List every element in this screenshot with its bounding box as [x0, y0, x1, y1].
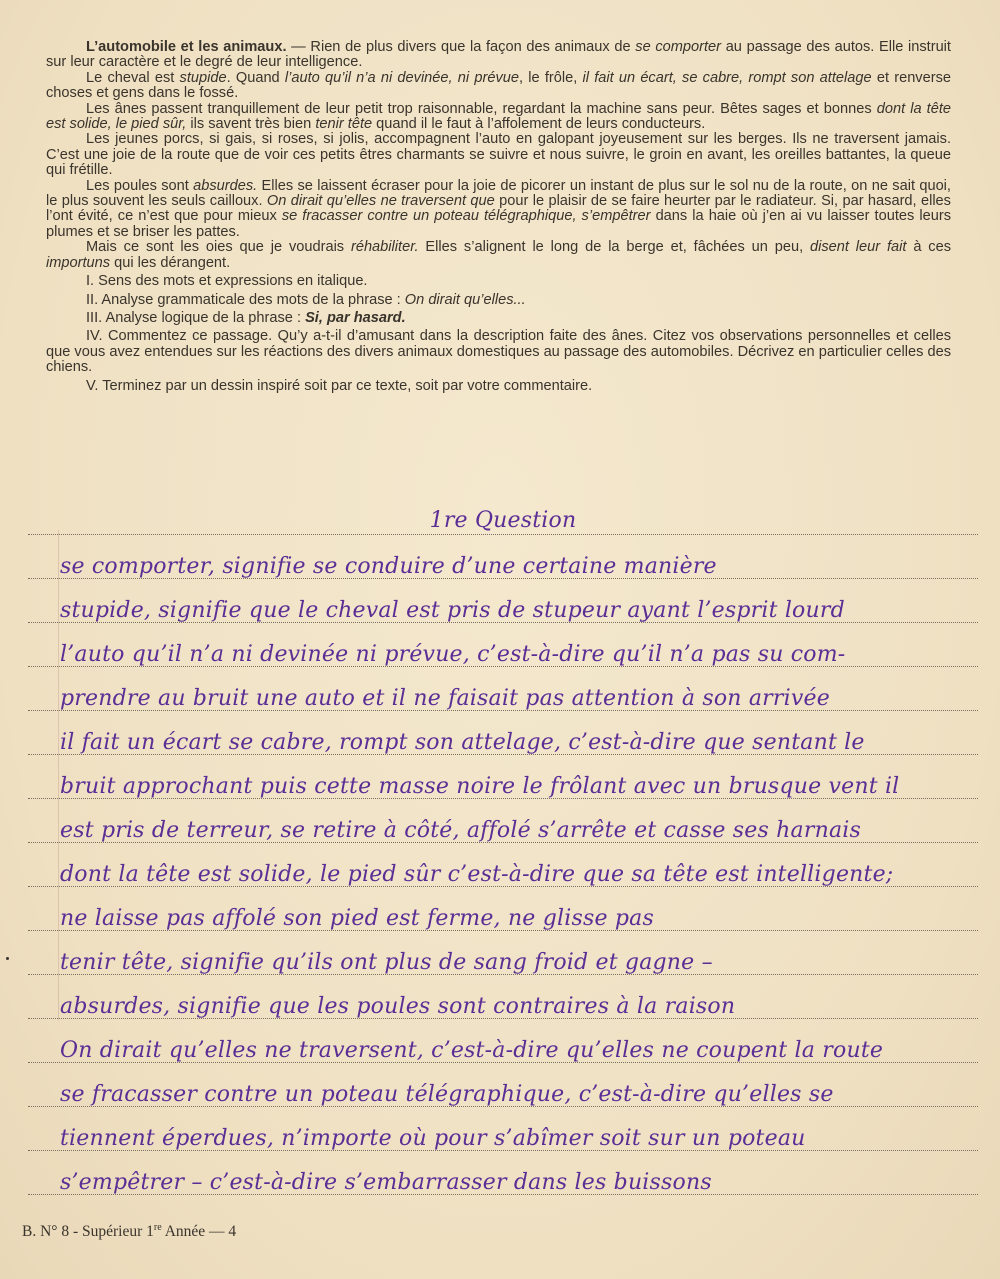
answer-line: l’auto qu’il n’a ni devinée ni prévue, c’est-à-dire qu’il n’a pas su com-: [60, 642, 846, 667]
question-4: IV. Commentez ce passage. Qu’y a-t-il d’amusant dans la description faite des ânes. Citez vos observations personnelles et celles que vous avez entendues sur les réactions des divers animaux domestiques au passage des automobiles. Décrivez en particulier celles des chiens.: [46, 328, 951, 376]
answer-line: est pris de terreur, se retire à côté, affolé s’arrête et casse ses harnais: [60, 818, 861, 843]
paragraph-oies: Mais ce sont les oies que je voudrais réhabiliter. Elles s’alignent le long de la berge et, fâchées un peu, disent leur fait à ces importuns qui les dérangent.: [46, 239, 952, 271]
paragraph-porcs: Les jeunes porcs, si gais, si roses, si jolis, accompagnent l’auto en galopant joyeusement sur les berges. Ils ne traversent jamais. C’est une joie de la route que de voir ces petits êtres charmants se suivre et nous suivre, le groin en avant, les oreilles battantes, la queue qui frétille.: [46, 131, 951, 179]
answer-line: se comporter, signifie se conduire d’une certaine manière: [60, 554, 717, 579]
answer-line: dont la tête est solide, le pied sûr c’est-à-dire que sa tête est intelligente;: [60, 862, 894, 887]
printed-text: [46, 40, 951, 394]
handwritten-answer-area: [28, 508, 978, 1020]
answer-line: il fait un écart se cabre, rompt son attelage, c’est-à-dire que sentant le: [60, 730, 865, 755]
handwritten-answer-area-continued: [28, 994, 978, 1218]
paragraph-poules: Les poules sont absurdes. Elles se laissent écraser pour la joie de picorer un instant de plus sur le sol nu de la route, on ne sait quoi, le plus souvent les seuls cailloux. On dirait qu’elles ne traversent que pour le plaisir de se faire heurter par le radiateur. Si, par hasard, elles l’ont évité, ce n’est que pour mieux se fracasser contre un poteau télégraphique, s’empêtrer dans la haie où j’en ai vu laisser toutes leurs plumes et se briser les pattes.: [46, 177, 952, 240]
page-footer: B. N° 8 - Supérieur 1re Année — 4: [22, 1222, 237, 1241]
answer-line: s’empêtrer – c’est-à-dire s’embarrasser dans les buissons: [60, 1170, 712, 1195]
answer-line: se fracasser contre un poteau télégraphique, c’est-à-dire qu’elles se: [60, 1082, 834, 1107]
paragraph-intro: L’automobile et les animaux. — Rien de plus divers que la façon des animaux de se comporter au passage des autos. Elle instruit sur leur caractère et le degré de leur intelligence.: [46, 39, 951, 71]
answer-line: ne laisse pas affolé son pied est ferme, ne glisse pas: [60, 906, 654, 931]
answer-heading: 1re Question: [429, 508, 577, 533]
question-3: III. Analyse logique de la phrase : Si, par hasard.: [86, 309, 406, 326]
paragraph-anes: Les ânes passent tranquillement de leur petit trop raisonnable, regardant la machine sans peur. Bêtes sages et bonnes dont la tête est solide, le pied sûr, ils savent très bien tenir tête quand il le faut à l’affolement de leurs conducteurs.: [46, 100, 951, 133]
question-1: I. Sens des mots et expressions en italique.: [86, 273, 368, 290]
answer-line: tenir tête, signifie qu’ils ont plus de sang froid et gagne –: [60, 950, 713, 975]
margin-line: [58, 530, 59, 1020]
question-5: V. Terminez par un dessin inspiré soit par ce texte, soit par votre commentaire.: [86, 377, 593, 394]
answer-line: tiennent éperdues, n’importe où pour s’abîmer soit sur un poteau: [60, 1126, 806, 1151]
question-2: II. Analyse grammaticale des mots de la phrase : On dirait qu’elles...: [86, 291, 526, 308]
answer-line: On dirait qu’elles ne traversent, c’est-à-dire qu’elles ne coupent la route: [60, 1038, 884, 1063]
answer-line: prendre au bruit une auto et il ne faisait pas attention à son arrivée: [60, 686, 830, 711]
ink-dot: [6, 957, 9, 960]
answer-line: absurdes, signifie que les poules sont contraires à la raison: [60, 994, 736, 1019]
ruled-line: [28, 534, 978, 535]
paragraph-cheval: Le cheval est stupide. Quand l’auto qu’il n’a ni devinée, ni prévue, le frôle, il fait un écart, se cabre, rompt son attelage et renverse choses et gens dans le fossé.: [46, 69, 951, 102]
answer-line: bruit approchant puis cette masse noire le frôlant avec un brusque vent il: [60, 774, 900, 799]
answer-line: stupide, signifie que le cheval est pris de stupeur ayant l’esprit lourd: [60, 598, 845, 623]
